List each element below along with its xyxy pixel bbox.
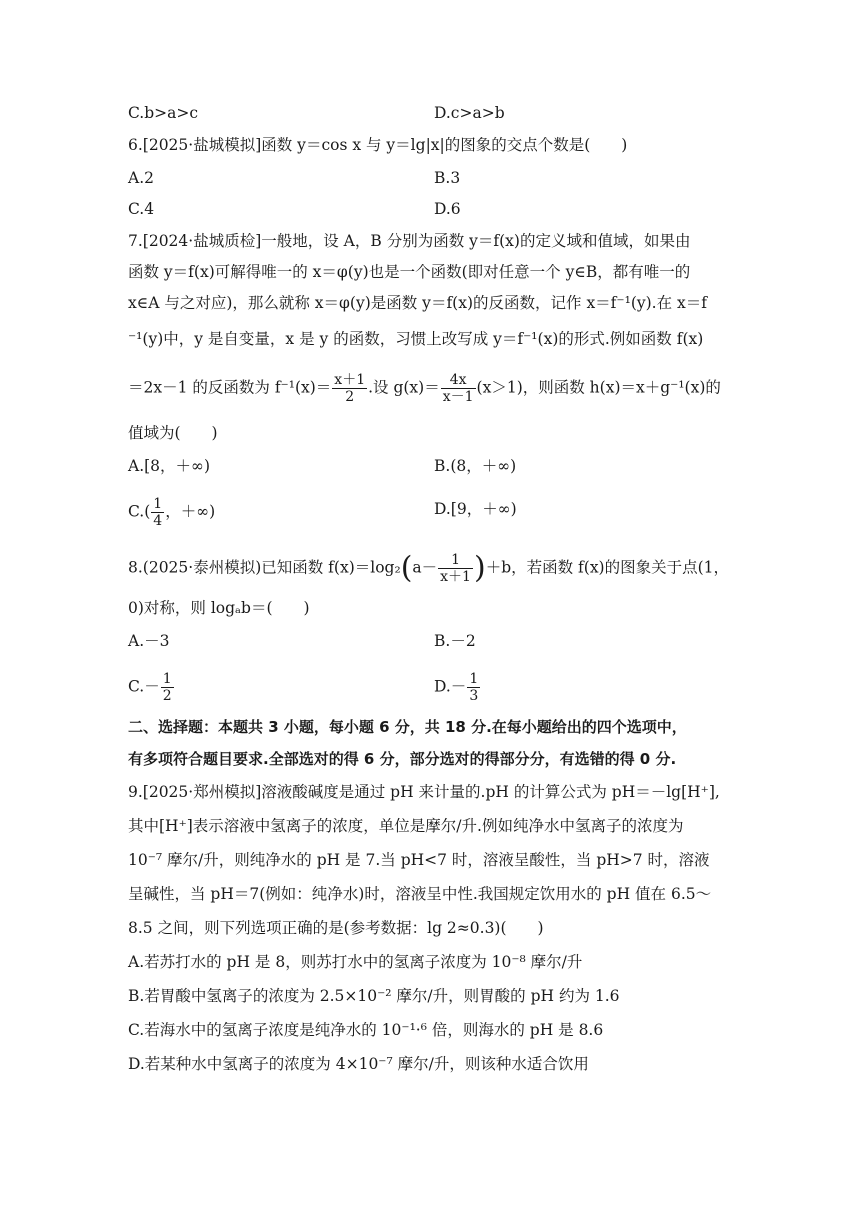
q7-option-c-fraction	[151, 496, 164, 529]
q9-option-c: C.若海水中的氢离子浓度是纯净水的 10⁻¹·⁶ 倍，则海水的 pH 是 8.6	[128, 1021, 604, 1039]
q7-stem-line-5	[128, 372, 721, 405]
fraction-denominator: x＋1	[440, 569, 471, 585]
q7-fraction-inverse	[332, 372, 367, 405]
fraction-denominator: 2	[345, 389, 355, 405]
section-2-heading-line-1: 二、选择题：本题共 3 小题，每小题 6 分，共 18 分.在每小题给出的四个选项中，	[128, 718, 687, 736]
q8-option-d	[434, 671, 481, 704]
q7-stem-line-6: 值域为( )	[128, 424, 218, 442]
q8-fraction	[438, 552, 473, 585]
q8-text-a: 8.(2025·泰州模拟)已知函数 f(x)＝log₂	[128, 558, 401, 577]
fraction-numerator: 1	[162, 671, 172, 687]
section-2-heading-line-2: 有多项符合题目要求.全部选对的得 6 分，部分选对的得部分分，有选错的得 0 分.	[128, 750, 677, 768]
q8-stem-line-1	[128, 552, 729, 585]
q9-option-a: A.若苏打水的 pH 是 8，则苏打水中的氢离子浓度为 10⁻⁸ 摩尔/升	[128, 953, 583, 971]
q9-option-d: D.若某种水中氢离子的浓度为 4×10⁻⁷ 摩尔/升，则该种水适合饮用	[128, 1055, 589, 1073]
q8-text-inner: a－	[412, 558, 438, 577]
q7-option-b: B.(8，＋∞)	[434, 457, 517, 475]
q8-option-c-prefix: C.－	[128, 677, 160, 696]
fraction-numerator: 1	[153, 496, 163, 512]
q8-text-b: ＋b，若函数 f(x)的图象关于点(1，	[485, 558, 730, 577]
q8-option-d-fraction	[467, 671, 480, 704]
q8-option-a: A.－3	[128, 632, 170, 650]
q6-stem: 6.[2025·盐城模拟]函数 y＝cos x 与 y＝lg|x|的图象的交点个数是( )	[128, 136, 628, 154]
q5-option-d: D.c>a>b	[434, 104, 505, 122]
q7-line5-text-c: (x＞1)，则函数 h(x)＝x＋g⁻¹(x)的	[476, 378, 721, 397]
fraction-denominator: x－1	[442, 389, 474, 405]
fraction-denominator: 3	[469, 688, 479, 704]
right-paren: )	[473, 550, 486, 586]
q6-option-b: B.3	[434, 169, 461, 187]
q7-option-d: D.[9，＋∞)	[434, 500, 517, 518]
fraction-denominator: 4	[153, 513, 163, 529]
q9-stem-line-4: 呈碱性，当 pH＝7(例如：纯净水)时，溶液呈中性.我国规定饮用水的 pH 值在 6.5～	[128, 885, 712, 903]
q8-option-c-fraction	[161, 671, 174, 704]
q7-stem-line-4: ⁻¹(y)中，y 是自变量，x 是 y 的函数，习惯上改写成 y＝f⁻¹(x)的形式.例如函数 f(x)	[128, 330, 704, 348]
fraction-numerator: 4x	[441, 372, 476, 389]
q7-stem-line-1: 7.[2024·盐城质检]一般地，设 A，B 分别为函数 y＝f(x)的定义域和值域，如果由	[128, 232, 691, 250]
q7-stem-line-2: 函数 y＝f(x)可解得唯一的 x＝φ(y)也是一个函数(即对任意一个 y∈B，都有唯一的	[128, 263, 691, 281]
q9-stem-line-5: 8.5 之间，则下列选项正确的是(参考数据：lg 2≈0.3)( )	[128, 919, 544, 937]
q6-option-a: A.2	[128, 169, 154, 187]
q7-fraction-g	[441, 372, 476, 405]
q8-option-c	[128, 671, 175, 704]
q8-option-d-prefix: D.－	[434, 677, 467, 696]
q9-stem-line-1: 9.[2025·郑州模拟]溶液酸碱度是通过 pH 来计量的.pH 的计算公式为 pH＝－lg[H⁺],	[128, 783, 720, 801]
fraction-denominator: 2	[162, 688, 172, 704]
q7-option-a: A.[8，＋∞)	[128, 457, 210, 475]
q6-option-d: D.6	[434, 200, 461, 218]
q6-option-c: C.4	[128, 200, 155, 218]
q9-stem-line-2: 其中[H⁺]表示溶液中氢离子的浓度，单位是摩尔/升.例如纯净水中氢离子的浓度为	[128, 817, 684, 835]
q5-option-c: C.b>a>c	[128, 104, 199, 122]
q7-option-c-prefix: C.(	[128, 502, 151, 521]
fraction-numerator: 1	[469, 671, 479, 687]
q8-option-b: B.－2	[434, 632, 476, 650]
left-paren: (	[400, 550, 413, 586]
q9-stem-line-3: 10⁻⁷ 摩尔/升，则纯净水的 pH 是 7.当 pH<7 时，溶液呈酸性，当 pH>7 时，溶液	[128, 851, 710, 869]
q7-option-c-suffix: ，＋∞)	[165, 502, 216, 521]
fraction-numerator: x＋1	[334, 372, 366, 388]
q7-line5-text-b: .设 g(x)＝	[368, 378, 440, 397]
q8-stem-line-2: 0)对称，则 logₐb＝( )	[128, 599, 310, 617]
q7-line5-text-a: ＝2x－1 的反函数为 f⁻¹(x)＝	[128, 378, 332, 397]
q9-option-b: B.若胃酸中氢离子的浓度为 2.5×10⁻² 摩尔/升，则胃酸的 pH 约为 1.6	[128, 987, 620, 1005]
q7-option-c	[128, 496, 215, 529]
q7-stem-line-3: x∈A 与之对应)，那么就称 x＝φ(y)是函数 y＝f(x)的反函数，记作 x＝f⁻¹(y).在 x＝f	[128, 294, 707, 312]
fraction-numerator: 1	[438, 552, 473, 569]
